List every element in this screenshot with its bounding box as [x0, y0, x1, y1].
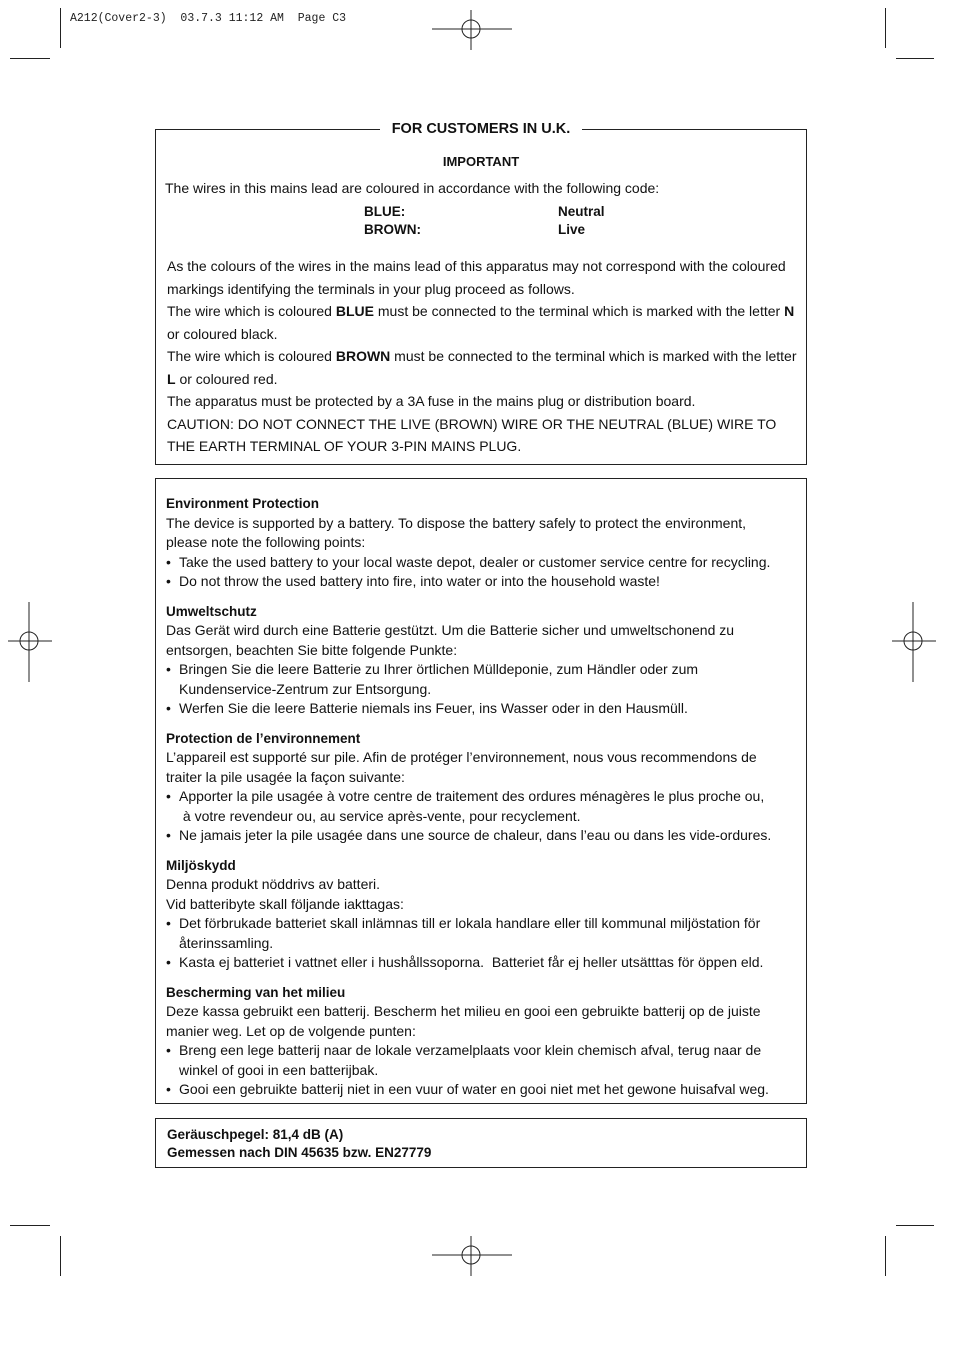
env-bullet-line: Werfen Sie die leere Batterie niemals ins Feuer, ins Wasser oder in den Hausmüll.: [179, 700, 688, 716]
crop-mark: [60, 8, 61, 48]
env-bullet-line: återinssamling.: [179, 934, 274, 951]
env-bullet-text: [179, 953, 796, 973]
crop-mark: [885, 1236, 886, 1276]
brown-emphasis: BROWN: [335, 348, 391, 364]
env-bullet-text: [179, 553, 796, 573]
noise-level: Geräuschpegel: 81,4 dB (A): [167, 1127, 344, 1142]
env-section-line: Das Gerät wird durch eine Batterie gestützt. Um die Batterie sicher und umweltschonend zu: [166, 622, 735, 638]
uk-caution: CAUTION: DO NOT CONNECT THE LIVE (BROWN) WIRE OR THE NEUTRAL (BLUE) WIRE TO THE EARTH TERMINAL OF YOUR 3-PIN MAINS PLUG.: [167, 415, 777, 454]
uk-paragraph: The apparatus must be protected by a 3A fuse in the mains plug or distribution board.: [167, 393, 696, 409]
uk-title-wrap: [156, 120, 806, 138]
crop-mark: [60, 1236, 61, 1276]
uk-intro: The wires in this mains lead are coloured in accordance with the following code:: [165, 180, 660, 196]
bullet-icon: •: [166, 954, 171, 970]
env-bullet: [166, 1080, 796, 1100]
uk-title: FOR CUSTOMERS IN U.K.: [380, 121, 583, 137]
wire-color: BROWN:: [364, 222, 421, 237]
env-bullet-text: [179, 660, 796, 699]
crop-mark: [10, 1225, 50, 1226]
registration-mark-icon: [432, 1236, 512, 1276]
env-bullet-line: Det förbrukade batteriet skall inlämnas till er lokala handlare eller till kommunal miljöstation för: [179, 915, 761, 931]
env-section: [166, 494, 796, 592]
environment-box: [155, 478, 807, 1104]
wire-code-table: [364, 203, 605, 239]
important-heading: IMPORTANT: [442, 154, 520, 169]
bullet-icon: •: [166, 1081, 171, 1097]
crop-mark: [896, 58, 934, 59]
wire-color: BLUE:: [364, 204, 406, 219]
env-bullet-text: [179, 1080, 796, 1100]
env-bullet: [166, 914, 796, 953]
env-bullet-line: Kundenservice-Zentrum zur Entsorgung.: [179, 680, 432, 697]
env-bullet: [166, 553, 796, 573]
env-bullet: [166, 660, 796, 699]
registration-mark-icon: [892, 602, 936, 682]
env-bullet-text: [179, 914, 796, 953]
uk-paragraph: The wire which is coloured BLUE must be connected to the terminal which is marked with the letter N or coloured black.: [167, 303, 795, 342]
registration-mark-icon: [8, 602, 52, 682]
bullet-icon: •: [166, 553, 171, 570]
wire-meaning: Live: [558, 222, 586, 237]
env-section-line: Deze kassa gebruikt een batterij. Bescherm het milieu en gooi een gebruikte batterij op de juiste: [166, 1003, 761, 1019]
bullet-icon: •: [166, 700, 171, 716]
bullet-icon: •: [166, 788, 171, 804]
env-bullet-line: Gooi een gebruikte batterij niet in een vuur of water en gooi niet met het gewone huisafval weg.: [179, 1081, 769, 1097]
noise-standard: Gemessen nach DIN 45635 bzw. EN27779: [167, 1145, 432, 1160]
env-bullet: [166, 787, 796, 826]
env-bullet-text: [179, 826, 796, 846]
env-bullet-text: [179, 787, 796, 826]
env-bullet-text: [179, 1041, 796, 1080]
env-bullet: [166, 572, 796, 592]
env-section-line: please note the following points:: [166, 534, 366, 550]
crop-mark: [896, 1225, 934, 1226]
uk-paragraph: The wire which is coloured BROWN must be connected to the terminal which is marked with the letter L or coloured red.: [167, 348, 797, 387]
crop-mark: [885, 8, 886, 48]
env-bullet-line: Bringen Sie die leere Batterie zu Ihrer örtlichen Mülldeponie, zum Händler oder zum: [179, 661, 699, 677]
blue-emphasis: BLUE: [335, 303, 374, 319]
bullet-icon: •: [166, 661, 171, 677]
env-section: [166, 729, 796, 846]
env-bullet-text: [179, 699, 796, 719]
env-bullet-line: à votre revendeur ou, au service après-vente, pour recyclement.: [179, 807, 581, 824]
wire-code-row: [364, 203, 605, 221]
env-bullet: [166, 826, 796, 846]
registration-mark-icon: [432, 10, 512, 50]
wire-code-row: [364, 221, 605, 239]
letter-l: L: [167, 370, 176, 387]
env-bullet-line: Ne jamais jeter la pile usagée dans une source de chaleur, dans l’eau ou dans les vide-ordures.: [179, 827, 772, 843]
bullet-icon: •: [166, 1042, 171, 1058]
env-bullet: [166, 1041, 796, 1080]
env-bullet: [166, 953, 796, 973]
env-section-title: Miljöskydd: [166, 857, 236, 873]
bullet-icon: •: [166, 573, 171, 589]
env-bullet-line: Take the used battery to your local waste depot, dealer or customer service centre for recycling.: [179, 553, 771, 570]
env-section: [166, 983, 796, 1100]
env-bullet-line: Apporter la pile usagée à votre centre de traitement des ordures ménagères le plus proche ou,: [179, 788, 765, 804]
env-section-line: Denna produkt nöddrivs av batteri.: [166, 876, 381, 892]
env-section-title: Umweltschutz: [166, 603, 257, 619]
uk-customers-box: [155, 121, 807, 465]
env-section-line: L’appareil est supporté sur pile. Afin de protéger l’environnement, nous vous recommendons de: [166, 749, 757, 765]
uk-paragraph: As the colours of the wires in the mains lead of this apparatus may not correspond with the coloured markings identifying the terminals in your plug proceed as follows.: [167, 258, 786, 297]
env-bullet-line: Breng een lege batterij naar de lokale verzamelplaats voor klein chemisch afval, terug naar de: [179, 1042, 762, 1058]
env-bullet-line: winkel of gooi in een batterijbak.: [179, 1061, 379, 1078]
wire-meaning: Neutral: [558, 204, 605, 219]
env-section-line: traiter la pile usagée la façon suivante:: [166, 768, 405, 785]
bullet-icon: •: [166, 915, 171, 931]
env-bullet-line: Kasta ej batteriet i vattnet eller i hushållssoporna. Batteriet får ej heller utsätttas för öppen eld.: [179, 954, 764, 970]
env-section-line: manier weg. Let op de volgende punten:: [166, 1022, 416, 1039]
env-section-line: entsorgen, beachten Sie bitte folgende Punkte:: [166, 641, 458, 658]
bullet-icon: •: [166, 827, 171, 843]
env-bullet-text: [179, 572, 796, 592]
printer-slug: A212(Cover2-3) 03.7.3 11:12 AM Page C3: [70, 12, 347, 25]
noise-level-box: [155, 1118, 807, 1168]
letter-n: N: [784, 303, 795, 319]
env-section-line: The device is supported by a battery. To dispose the battery safely to protect the environment,: [166, 514, 747, 531]
env-section-line: Vid batteribyte skall följande iakttagas:: [166, 895, 404, 912]
crop-mark: [10, 58, 50, 59]
env-section-title: Protection de l’environnement: [166, 730, 361, 746]
env-section: [166, 602, 796, 719]
env-bullet-line: Do not throw the used battery into fire, into water or into the household waste!: [179, 573, 660, 589]
env-bullet: [166, 699, 796, 719]
env-section: [166, 856, 796, 973]
uk-instructions: [167, 255, 805, 458]
env-section-title: Bescherming van het milieu: [166, 984, 346, 1000]
env-section-title: Environment Protection: [166, 496, 320, 511]
